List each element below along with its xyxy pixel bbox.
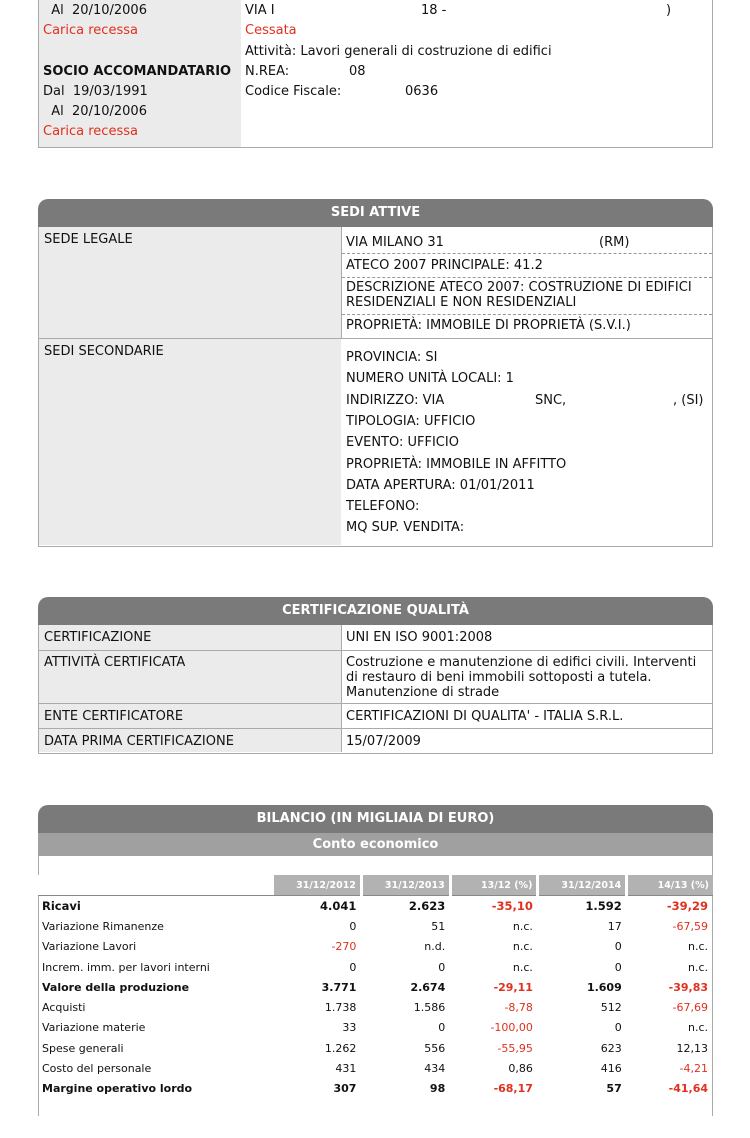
cell-value: 307: [333, 1082, 357, 1096]
cell-value: n.c.: [687, 960, 708, 974]
secondarie-data-apertura: DATA APERTURA: 01/01/2011: [346, 478, 535, 493]
table-header-row: [38, 875, 713, 896]
column-header: 31/12/2013: [361, 875, 450, 896]
table-row: [38, 1058, 713, 1078]
cert-value-data: 15/07/2009: [346, 734, 421, 749]
section-title: BILANCIO (IN MIGLIAIA DI EURO): [38, 805, 713, 833]
legale-proprieta: PROPRIETÀ: IMMOBILE DI PROPRIETÀ (S.V.I.): [346, 318, 631, 333]
cell-value: 3.771: [321, 980, 357, 994]
address-number: 18 -: [421, 3, 447, 18]
cell-value: 512: [600, 1001, 622, 1015]
row-label: Spese generali: [42, 1041, 124, 1055]
nrea-label: N.REA:: [245, 64, 290, 79]
cell-value: 623: [600, 1041, 622, 1055]
cell-value: 1.586: [413, 1001, 446, 1015]
table-row: [38, 977, 713, 997]
table-row: [38, 1038, 713, 1058]
cell-value: 98: [429, 1082, 446, 1096]
cell-value: -100,00: [490, 1021, 533, 1035]
secondarie-tipologia: TIPOLOGIA: UFFICIO: [346, 414, 476, 429]
cell-value: 33: [342, 1021, 357, 1035]
cell-value: -55,95: [497, 1041, 533, 1055]
role-line: Al 20/10/2006: [43, 3, 147, 18]
section-title: CERTIFICAZIONE QUALITÀ: [38, 597, 713, 625]
table-row: [38, 997, 713, 1017]
cell-value: -67,59: [672, 919, 708, 933]
row-label: Acquisti: [42, 1001, 86, 1015]
secondarie-telefono: TELEFONO:: [346, 499, 420, 514]
fiscal-code-label: Codice Fiscale:: [245, 84, 342, 99]
cell-value: 0: [349, 960, 357, 974]
persona-card: [38, 0, 713, 148]
cell-value: 1.738: [324, 1001, 357, 1015]
secondarie-indirizzo-civico: SNC,: [535, 393, 567, 408]
table-row: [38, 916, 713, 936]
cert-value-certificazione: UNI EN ISO 9001:2008: [346, 630, 493, 645]
cell-value: n.c.: [687, 1021, 708, 1035]
activity-text: Attività: Lavori generali di costruzione di edifici: [245, 44, 552, 59]
row-label: Costo del personale: [42, 1062, 152, 1076]
cell-value: -68,17: [493, 1082, 533, 1096]
cell-value: 4.041: [274, 896, 361, 917]
secondarie-evento: EVENTO: UFFICIO: [346, 435, 459, 450]
cell-value: -29,11: [493, 980, 533, 994]
cell-value: 51: [431, 919, 446, 933]
table-row: [38, 896, 713, 917]
cell-value: 12,13: [676, 1041, 708, 1055]
cell-value: n.c.: [512, 960, 533, 974]
table-row: [38, 1079, 713, 1099]
role-line: Carica recessa: [43, 23, 138, 39]
cert-value-ente: CERTIFICAZIONI DI QUALITA' - ITALIA S.R.L.: [346, 709, 624, 724]
cert-value-attivita: Costruzione e manutenzione di edifici civili. Interventi di restauro di beni immobili sottoposti a tutela. Manutenzione di strade: [346, 655, 697, 700]
cell-value: 1.262: [324, 1041, 357, 1055]
column-header: 31/12/2012: [274, 875, 361, 896]
address-close: ): [666, 3, 672, 18]
secondarie-mq: MQ SUP. VENDITA:: [346, 520, 465, 535]
cell-value: 0: [349, 919, 357, 933]
cell-value: -39,83: [668, 980, 708, 994]
ateco-description: DESCRIZIONE ATECO 2007: COSTRUZIONE DI EDIFICI RESIDENZIALI E NON RESIDENZIALI: [346, 280, 692, 310]
cell-value: 17: [607, 919, 622, 933]
address-text: VIA I: [245, 3, 275, 18]
cell-value: -35,10: [450, 896, 538, 917]
section-title: SEDI ATTIVE: [38, 199, 713, 227]
sede-legale-label: SEDE LEGALE: [44, 232, 133, 247]
secondarie-label-cell: [39, 339, 341, 545]
role-line: Carica recessa: [43, 124, 138, 140]
status-text: Cessata: [245, 23, 297, 38]
row-label: Variazione Lavori: [42, 940, 137, 954]
conto-economico-subtitle: Conto economico: [38, 833, 713, 856]
secondarie-proprieta: PROPRIETÀ: IMMOBILE IN AFFITTO: [346, 457, 567, 472]
table-row: [38, 957, 713, 977]
role-line: Al 20/10/2006: [43, 104, 147, 119]
cell-value: 0: [438, 1021, 446, 1035]
row-label: Increm. imm. per lavori interni: [42, 960, 210, 974]
row-label: Variazione materie: [42, 1021, 146, 1035]
cell-value: 416: [600, 1062, 622, 1076]
cell-value: n.d.: [424, 940, 446, 954]
legale-province: (RM): [599, 235, 630, 250]
cell-value: 0: [438, 960, 446, 974]
secondarie-provincia: PROVINCIA: SI: [346, 350, 438, 365]
role-line: SOCIO ACCOMANDATARIO: [43, 63, 232, 79]
sedi-secondarie-label: SEDI SECONDARIE: [44, 344, 164, 359]
table-row: [38, 1018, 713, 1038]
cell-value: 0: [614, 940, 622, 954]
sedi-table: [38, 227, 713, 547]
cell-value: 431: [335, 1062, 357, 1076]
cell-value: 2.623: [361, 896, 450, 917]
row-label: Margine operativo lordo: [42, 1082, 193, 1096]
cert-label-attivita: ATTIVITÀ CERTIFICATA: [44, 655, 186, 670]
sedi-attive-section: [38, 199, 713, 547]
cell-value: n.c.: [512, 940, 533, 954]
legale-address: VIA MILANO 31: [346, 235, 444, 250]
secondarie-numero: NUMERO UNITÀ LOCALI: 1: [346, 371, 514, 386]
cell-value: 1.609: [586, 980, 622, 994]
bilancio-section: [38, 805, 713, 1105]
row-label: Valore della produzione: [42, 980, 190, 994]
cell-value: -67,69: [672, 1001, 708, 1015]
cell-value: 434: [424, 1062, 446, 1076]
cert-label-certificazione: CERTIFICAZIONE: [44, 630, 152, 645]
cell-value: 57: [606, 1082, 622, 1096]
cell-value: 2.674: [410, 980, 446, 994]
cell-value: -39,29: [627, 896, 713, 917]
conto-economico-table: [38, 875, 713, 1099]
cell-value: 0: [614, 960, 622, 974]
ateco-principale: ATECO 2007 PRINCIPALE: 41.2: [346, 258, 543, 273]
fiscal-code-value: 0636: [405, 84, 439, 99]
cert-table: [38, 625, 713, 754]
certificazione-section: [38, 597, 713, 754]
cell-value: -8,78: [504, 1001, 533, 1015]
cell-value: -4,21: [679, 1062, 708, 1076]
cell-value: 1.592: [538, 896, 627, 917]
table-row: [38, 937, 713, 957]
row-label: Ricavi: [38, 896, 274, 917]
cell-value: 0: [614, 1021, 622, 1035]
cell-value: -270: [331, 940, 357, 954]
secondarie-indirizzo-prov: , (SI): [673, 393, 704, 408]
nrea-value: 08: [349, 64, 366, 79]
column-header: 31/12/2014: [538, 875, 627, 896]
column-header: 14/13 (%): [627, 875, 713, 896]
row-label: Variazione Rimanenze: [42, 919, 164, 933]
cert-label-ente: ENTE CERTIFICATORE: [44, 709, 184, 724]
cert-label-data: DATA PRIMA CERTIFICAZIONE: [44, 734, 234, 749]
secondarie-indirizzo: INDIRIZZO: VIA: [346, 393, 445, 408]
cell-value: -41,64: [668, 1082, 708, 1096]
cell-value: 556: [424, 1041, 446, 1055]
cell-value: n.c.: [687, 940, 708, 954]
cell-value: 0,86: [508, 1062, 533, 1076]
cell-value: n.c.: [512, 919, 533, 933]
role-line: Dal 19/03/1991: [43, 83, 148, 99]
column-header: 13/12 (%): [450, 875, 538, 896]
